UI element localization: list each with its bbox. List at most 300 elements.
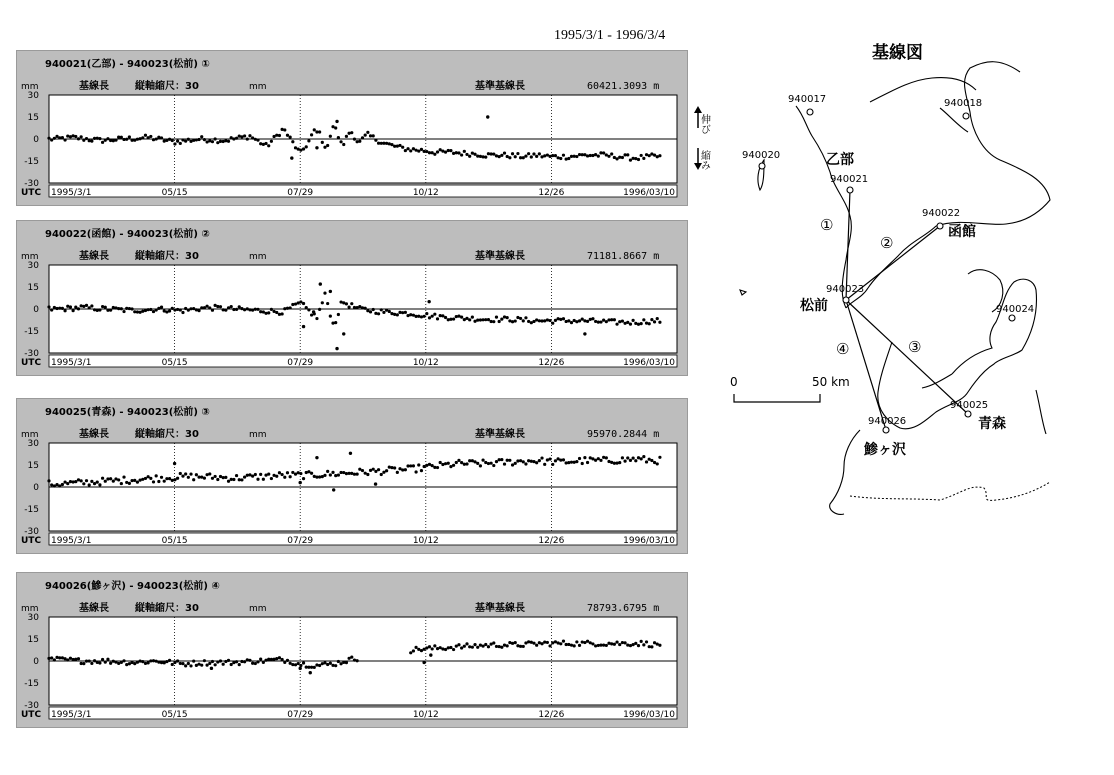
- data-point: [516, 152, 519, 155]
- data-point: [214, 475, 217, 478]
- data-point: [345, 661, 348, 664]
- data-point: [382, 311, 385, 314]
- data-point: [192, 478, 195, 481]
- data-point: [219, 305, 222, 308]
- data-point: [532, 320, 535, 323]
- data-point: [74, 305, 77, 308]
- data-point: [650, 318, 653, 321]
- data-point: [481, 644, 484, 647]
- data-point: [618, 461, 621, 464]
- data-point: [500, 458, 503, 461]
- data-point: [275, 475, 278, 478]
- data-point: [133, 479, 136, 482]
- y-tick-label: -15: [24, 327, 39, 337]
- data-point: [404, 149, 407, 152]
- data-point: [179, 308, 182, 311]
- x-tick-label: 05/15: [161, 358, 188, 368]
- data-point: [130, 307, 133, 310]
- data-point: [144, 134, 147, 137]
- data-point: [594, 459, 597, 462]
- data-point: [404, 311, 407, 314]
- data-point: [270, 477, 273, 480]
- data-point: [224, 476, 227, 479]
- data-point: [66, 658, 69, 661]
- station-marker-940026: [883, 427, 889, 433]
- data-point: [104, 306, 107, 309]
- reference-label: 基準基線長: [475, 251, 525, 262]
- data-point: [548, 457, 551, 460]
- data-point: [149, 477, 152, 480]
- data-point: [500, 154, 503, 157]
- data-point: [58, 484, 61, 487]
- data-point: [377, 468, 380, 471]
- data-point: [372, 468, 375, 471]
- data-point: [168, 477, 171, 480]
- data-point: [640, 640, 643, 643]
- data-point: [632, 457, 635, 460]
- data-point: [471, 646, 474, 649]
- data-point: [610, 642, 613, 645]
- data-point: [540, 642, 543, 645]
- station-label-940025: 940025: [950, 400, 989, 411]
- data-point: [214, 137, 217, 140]
- data-point: [283, 128, 286, 131]
- baseline-label: 基線長: [79, 251, 109, 262]
- data-point: [72, 309, 75, 312]
- data-point: [476, 462, 479, 465]
- data-point: [463, 645, 466, 648]
- data-point: [642, 318, 645, 321]
- data-point: [503, 315, 506, 318]
- data-point: [487, 318, 490, 321]
- data-point: [431, 647, 434, 650]
- data-point: [514, 462, 517, 465]
- data-point: [187, 662, 190, 665]
- x-tick-label: 07/29: [287, 710, 314, 720]
- data-point: [479, 155, 482, 158]
- data-point: [248, 134, 251, 137]
- data-point: [192, 660, 195, 663]
- data-point: [556, 317, 559, 320]
- data-point: [203, 306, 206, 309]
- y-tick-label: 30: [27, 439, 39, 449]
- data-point: [428, 645, 431, 648]
- data-point: [104, 661, 107, 664]
- data-point: [240, 478, 243, 481]
- data-point: [479, 464, 482, 467]
- x-tick-label: 10/12: [412, 358, 439, 368]
- data-point: [80, 479, 83, 482]
- data-point: [326, 470, 329, 473]
- data-point: [246, 658, 249, 661]
- data-point: [208, 472, 211, 475]
- x-tick-label: 1995/3/1: [51, 710, 92, 720]
- data-point: [398, 144, 401, 147]
- data-point: [77, 657, 80, 660]
- data-point: [436, 317, 439, 320]
- data-point: [393, 466, 396, 469]
- data-point: [626, 321, 629, 324]
- data-point: [203, 138, 206, 141]
- data-point: [329, 473, 332, 476]
- scale-label: 縦軸縮尺：30: [135, 251, 199, 262]
- x-tick-label: 05/15: [161, 710, 188, 720]
- data-point: [289, 306, 292, 309]
- data-point: [281, 128, 284, 131]
- data-point: [122, 475, 125, 478]
- data-point: [481, 459, 484, 462]
- data-point: [599, 320, 602, 323]
- data-point: [356, 140, 359, 143]
- data-point: [197, 309, 200, 312]
- data-point-outlier: [290, 156, 293, 159]
- chart-title: 940022(函館) - 940023(松前) ②: [45, 229, 210, 240]
- data-point-outlier: [374, 482, 377, 485]
- data-point: [495, 154, 498, 157]
- data-point: [259, 473, 262, 476]
- data-point: [374, 139, 377, 142]
- data-point: [490, 462, 493, 465]
- data-point: [168, 659, 171, 662]
- data-point: [498, 645, 501, 648]
- data-point: [334, 664, 337, 667]
- data-point: [594, 320, 597, 323]
- data-point: [246, 474, 249, 477]
- data-point: [428, 316, 431, 319]
- data-point: [626, 643, 629, 646]
- data-point: [176, 477, 179, 480]
- x-tick-label: 12/26: [538, 188, 565, 198]
- data-point: [658, 456, 661, 459]
- data-point: [93, 308, 96, 311]
- data-point: [500, 318, 503, 321]
- data-point: [648, 154, 651, 157]
- data-point: [431, 315, 434, 318]
- baseline-chart-1: [16, 50, 688, 206]
- station-label-940017: 940017: [788, 94, 827, 105]
- data-point: [281, 473, 284, 476]
- data-point: [211, 309, 214, 312]
- data-point: [465, 462, 468, 465]
- data-point: [559, 642, 562, 645]
- data-point: [128, 307, 131, 310]
- y-tick-label: 15: [27, 283, 39, 293]
- data-point: [326, 302, 329, 305]
- data-point: [189, 664, 192, 667]
- data-point: [615, 640, 618, 643]
- data-point: [256, 478, 259, 481]
- data-point: [444, 316, 447, 319]
- data-point: [72, 480, 75, 483]
- data-point: [562, 154, 565, 157]
- data-point: [243, 134, 246, 137]
- baseline-chart-2: [16, 220, 688, 376]
- data-point: [63, 480, 66, 483]
- data-point: [385, 469, 388, 472]
- data-point-outlier: [329, 290, 332, 293]
- data-point: [125, 138, 128, 141]
- data-point: [227, 480, 230, 483]
- data-point: [514, 641, 517, 644]
- reference-value: 71181.8667 m: [587, 251, 660, 262]
- data-point: [495, 460, 498, 463]
- data-point: [465, 642, 468, 645]
- data-point: [289, 475, 292, 478]
- data-point: [559, 157, 562, 160]
- data-point: [511, 463, 514, 466]
- data-point: [484, 156, 487, 159]
- data-point: [181, 475, 184, 478]
- data-point: [80, 304, 83, 307]
- data-point: [457, 151, 460, 154]
- place-label-hakodate: 函館: [948, 224, 976, 240]
- data-point: [299, 664, 302, 667]
- station-marker-940022: [937, 223, 943, 229]
- data-point: [227, 659, 230, 662]
- data-point: [323, 474, 326, 477]
- data-point: [484, 643, 487, 646]
- data-point: [342, 143, 345, 146]
- data-point: [171, 479, 174, 482]
- date-range: 1995/3/1 - 1996/3/4: [554, 28, 666, 43]
- data-point: [364, 307, 367, 310]
- data-point: [607, 642, 610, 645]
- data-point: [581, 640, 584, 643]
- y-tick-label: -15: [24, 505, 39, 515]
- station-label-940023: 940023: [826, 284, 865, 295]
- data-point: [465, 317, 468, 320]
- data-point: [506, 644, 509, 647]
- data-point: [203, 476, 206, 479]
- data-point: [589, 318, 592, 321]
- unit-label: mm: [21, 252, 39, 262]
- data-point: [621, 456, 624, 459]
- y-tick-label: -30: [24, 179, 39, 189]
- data-point: [615, 323, 618, 326]
- data-point: [492, 152, 495, 155]
- x-tick-label: 07/29: [287, 188, 314, 198]
- data-point: [192, 139, 195, 142]
- data-point: [104, 139, 107, 142]
- unit-label: mm: [21, 604, 39, 614]
- station-markers: [759, 109, 1015, 433]
- data-point: [160, 305, 163, 308]
- data-point: [101, 305, 104, 308]
- data-point: [396, 144, 399, 147]
- data-point: [147, 475, 150, 478]
- place-label-aomori: 青森: [978, 416, 1006, 432]
- data-point: [642, 157, 645, 160]
- data-point: [382, 471, 385, 474]
- data-point: [441, 647, 444, 650]
- data-point: [527, 640, 530, 643]
- data-point: [516, 644, 519, 647]
- data-point: [315, 663, 318, 666]
- station-marker-940018: [963, 113, 969, 119]
- data-point: [168, 309, 171, 312]
- x-tick-label: 1996/03/10: [623, 536, 675, 546]
- data-point: [155, 137, 158, 140]
- direction-down-label: 縮み: [698, 150, 710, 170]
- baseline-chart-3: [16, 398, 688, 554]
- coastline-hokkaido-east: [936, 62, 1050, 226]
- data-point: [334, 321, 337, 324]
- scale-label: 縦軸縮尺：30: [135, 81, 199, 92]
- data-point: [47, 657, 50, 660]
- data-point: [417, 315, 420, 318]
- data-point: [578, 644, 581, 647]
- data-point: [329, 662, 332, 665]
- data-point-outlier: [349, 452, 352, 455]
- data-point: [656, 317, 659, 320]
- data-point: [457, 643, 460, 646]
- data-point: [642, 643, 645, 646]
- data-point: [109, 477, 112, 480]
- data-point: [53, 658, 56, 661]
- data-point: [570, 644, 573, 647]
- data-point: [337, 660, 340, 663]
- data-point: [171, 663, 174, 666]
- data-point: [567, 643, 570, 646]
- data-point: [74, 135, 77, 138]
- data-point: [149, 135, 152, 138]
- data-point: [361, 306, 364, 309]
- y-tick-label: -30: [24, 349, 39, 359]
- data-point: [281, 658, 284, 661]
- data-point: [508, 459, 511, 462]
- data-point: [495, 316, 498, 319]
- data-point: [492, 641, 495, 644]
- data-point: [567, 157, 570, 160]
- scale-bar: [730, 375, 850, 402]
- data-point: [106, 137, 109, 140]
- x-tick-label: 07/29: [287, 536, 314, 546]
- line-label-1: ①: [820, 216, 834, 234]
- data-point: [414, 646, 417, 649]
- data-point: [629, 323, 632, 326]
- data-point: [88, 659, 91, 662]
- data-point: [256, 139, 259, 142]
- data-point: [514, 155, 517, 158]
- data-point: [270, 308, 273, 311]
- station-marker-940023: [843, 297, 849, 303]
- data-point: [122, 659, 125, 662]
- data-point: [109, 662, 112, 665]
- data-point: [184, 664, 187, 667]
- data-point: [299, 300, 302, 303]
- data-point: [460, 646, 463, 649]
- data-point: [645, 640, 648, 643]
- chart-title: 940021(乙部) - 940023(松前) ①: [45, 59, 210, 70]
- data-point: [275, 311, 278, 314]
- y-tick-label: 15: [27, 635, 39, 645]
- data-point: [548, 319, 551, 322]
- data-point: [573, 644, 576, 647]
- data-point: [350, 131, 353, 134]
- data-point: [334, 474, 337, 477]
- x-tick-label: 1996/03/10: [623, 710, 675, 720]
- data-point: [535, 155, 538, 158]
- data-point: [200, 664, 203, 667]
- data-point: [414, 470, 417, 473]
- data-point: [476, 646, 479, 649]
- data-point: [348, 132, 351, 135]
- data-point: [356, 659, 359, 662]
- data-point: [503, 462, 506, 465]
- data-point: [173, 142, 176, 145]
- station-label-940022: 940022: [922, 208, 961, 219]
- data-point: [96, 661, 99, 664]
- data-point: [519, 317, 522, 320]
- direction-up-label: 伸び: [698, 114, 710, 134]
- data-point: [656, 462, 659, 465]
- data-point: [390, 312, 393, 315]
- data-point: [120, 482, 123, 485]
- data-point: [179, 472, 182, 475]
- data-point: [632, 319, 635, 322]
- data-point: [80, 135, 83, 138]
- data-point: [98, 308, 101, 311]
- data-point: [149, 308, 152, 311]
- data-point: [66, 134, 69, 137]
- data-point: [538, 152, 541, 155]
- data-point: [98, 137, 101, 140]
- x-axis-strip: [49, 185, 677, 197]
- data-point: [278, 656, 281, 659]
- data-point: [562, 640, 565, 643]
- data-point: [621, 641, 624, 644]
- y-tick-label: 15: [27, 461, 39, 471]
- x-tick-label: 12/26: [538, 710, 565, 720]
- island-small: [740, 290, 746, 295]
- data-point: [88, 483, 91, 486]
- data-point: [554, 319, 557, 322]
- data-point: [283, 476, 286, 479]
- data-point: [289, 135, 292, 138]
- data-point: [380, 308, 383, 311]
- data-point: [203, 659, 206, 662]
- data-point: [141, 136, 144, 139]
- x-axis-strip: [49, 355, 677, 367]
- data-point: [114, 306, 117, 309]
- data-point: [535, 644, 538, 647]
- data-point: [626, 153, 629, 156]
- baseline-label: 基線長: [79, 81, 109, 92]
- data-point: [157, 480, 160, 483]
- data-point: [511, 320, 514, 323]
- data-point: [66, 305, 69, 308]
- data-point: [77, 137, 80, 140]
- data-point: [433, 644, 436, 647]
- data-point: [267, 472, 270, 475]
- data-point: [187, 138, 190, 141]
- data-point-outlier: [486, 115, 489, 118]
- data-point: [50, 656, 53, 659]
- station-marker-940020: [759, 163, 765, 169]
- data-point: [104, 480, 107, 483]
- data-point: [634, 642, 637, 645]
- y-tick-label: 15: [27, 113, 39, 123]
- station-marker-940024: [1009, 315, 1015, 321]
- chart-svg: [17, 573, 689, 729]
- data-point: [412, 464, 415, 467]
- data-point: [530, 155, 533, 158]
- station-label-940018: 940018: [944, 98, 983, 109]
- data-point: [227, 140, 230, 143]
- data-point: [492, 320, 495, 323]
- data-point: [50, 308, 53, 311]
- data-point: [535, 461, 538, 464]
